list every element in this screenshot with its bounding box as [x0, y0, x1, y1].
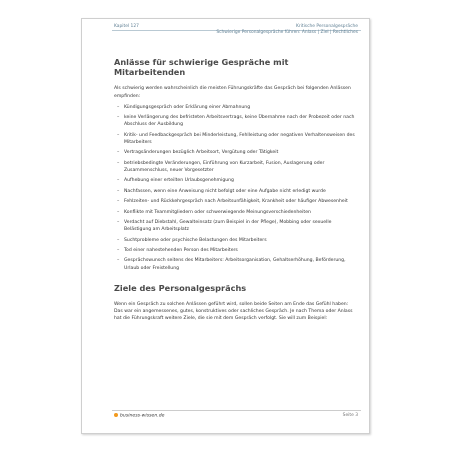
list-item: – Verdacht auf Diebstahl, Gewalteinsatz (zum Beispiel in der Pflege), Mobbing oder sexuelle Belästigung am Arbeitsplatz	[117, 219, 332, 233]
logo-dot-icon	[114, 413, 118, 417]
dash-icon: –	[117, 160, 120, 166]
list-item: – Konflikte mit Teammitgliedern oder schwerwiegende Meinungsverschiedenheiten	[117, 209, 311, 215]
document-page	[81, 18, 370, 434]
chapter-label: Kapitel 127	[114, 24, 139, 29]
dash-icon: –	[117, 237, 120, 243]
dash-icon: –	[117, 247, 120, 253]
list-item: – keine Verlängerung des befristeten Arbeitsvertrags, keine Übernahme nach der Probezeit oder nach Abschluss der Ausbildung	[117, 115, 355, 128]
occasions-list	[114, 104, 356, 272]
section-spacer	[114, 275, 356, 283]
dash-icon: –	[117, 150, 120, 156]
dash-icon: –	[117, 188, 120, 194]
logo-text: business-wissen.de	[120, 413, 165, 419]
page-number: Seite 3	[342, 413, 358, 418]
list-item: – Vertragsänderungen bezüglich Arbeitsort, Vergütung oder Tätigkeit	[117, 150, 279, 156]
occasions-intro: Als schwierig werden wahrscheinlich die meisten Führungskräfte das Gespräch bei folgenden Anlässen empfinden:	[114, 86, 351, 99]
dash-icon: –	[117, 104, 120, 110]
section-label: Kritische Personalgespräche	[295, 24, 358, 29]
dash-icon: –	[117, 219, 120, 225]
list-item: – Gesprächswunsch seitens des Mitarbeiters: Arbeitsorganisation, Gehaltserhöhung, Beförderung, Urlaub oder Freistellung	[117, 258, 346, 271]
list-item: – Fehlzeiten- und Rückkehrgespräch nach Arbeitsunfähigkeit, Krankheit oder häufiger Abwesenheit	[117, 199, 348, 205]
page-header	[82, 24, 369, 40]
footer-divider	[112, 410, 361, 411]
dash-icon: –	[117, 209, 120, 215]
section-title-occasions: Anlässe für schwierige Gespräche mit Mitarbeitenden	[114, 57, 289, 78]
heading-spacer	[114, 293, 356, 301]
page-footer	[82, 410, 369, 422]
list-item: – Kritik- und Feedbackgespräch bei Minderleistung, Fehlleistung oder negativen Verhaltensweisen des Mitarbeiters	[117, 132, 355, 145]
dash-icon: –	[117, 132, 120, 138]
list-item: – Suchtprobleme oder psychische Belastungen des Mitarbeiters	[117, 237, 267, 243]
dash-icon: –	[117, 199, 120, 205]
section-title-goals: Ziele des Personalgesprächs	[114, 282, 247, 293]
dash-icon: –	[117, 115, 120, 121]
dash-icon: –	[117, 178, 120, 184]
list-item: – Kündigungsgespräch oder Erklärung einer Abmahnung	[117, 104, 251, 110]
list-item: – Aufhebung einer erteilten Urlaubsgenehmigung	[117, 178, 234, 184]
dash-icon: –	[117, 258, 120, 264]
site-logo	[114, 413, 164, 419]
list-item: – betriebsbedingte Veränderungen, Einführung von Kurzarbeit, Fusion, Auslagerung oder Zusammenschluss, neuer Vorgesetzter	[117, 160, 325, 173]
list-item: – Nachfassen, wenn eine Anweisung nicht befolgt oder eine Aufgabe nicht erledigt wurde	[117, 188, 326, 194]
list-item: – Tod einer nahestehenden Person des Mitarbeiters	[117, 247, 238, 253]
page-content	[114, 57, 356, 323]
goals-intro: Wenn ein Gespräch zu solchen Anlässen geführt wird, sollen beide Seiten am Ende das Gefühl haben: Das war ein angemessenes, gutes, konstruktives oder sachliches Gespräch. Je nach Thema oder Anlass hat die Führungskraft weitere Ziele, die sie mit dem Gespräch verfolgt. Sie will zum Beispiel:	[114, 301, 353, 322]
subsection-label: Schwierige Personalgespräche führen: Anlass | Ziel | Rechtliches	[216, 29, 358, 35]
